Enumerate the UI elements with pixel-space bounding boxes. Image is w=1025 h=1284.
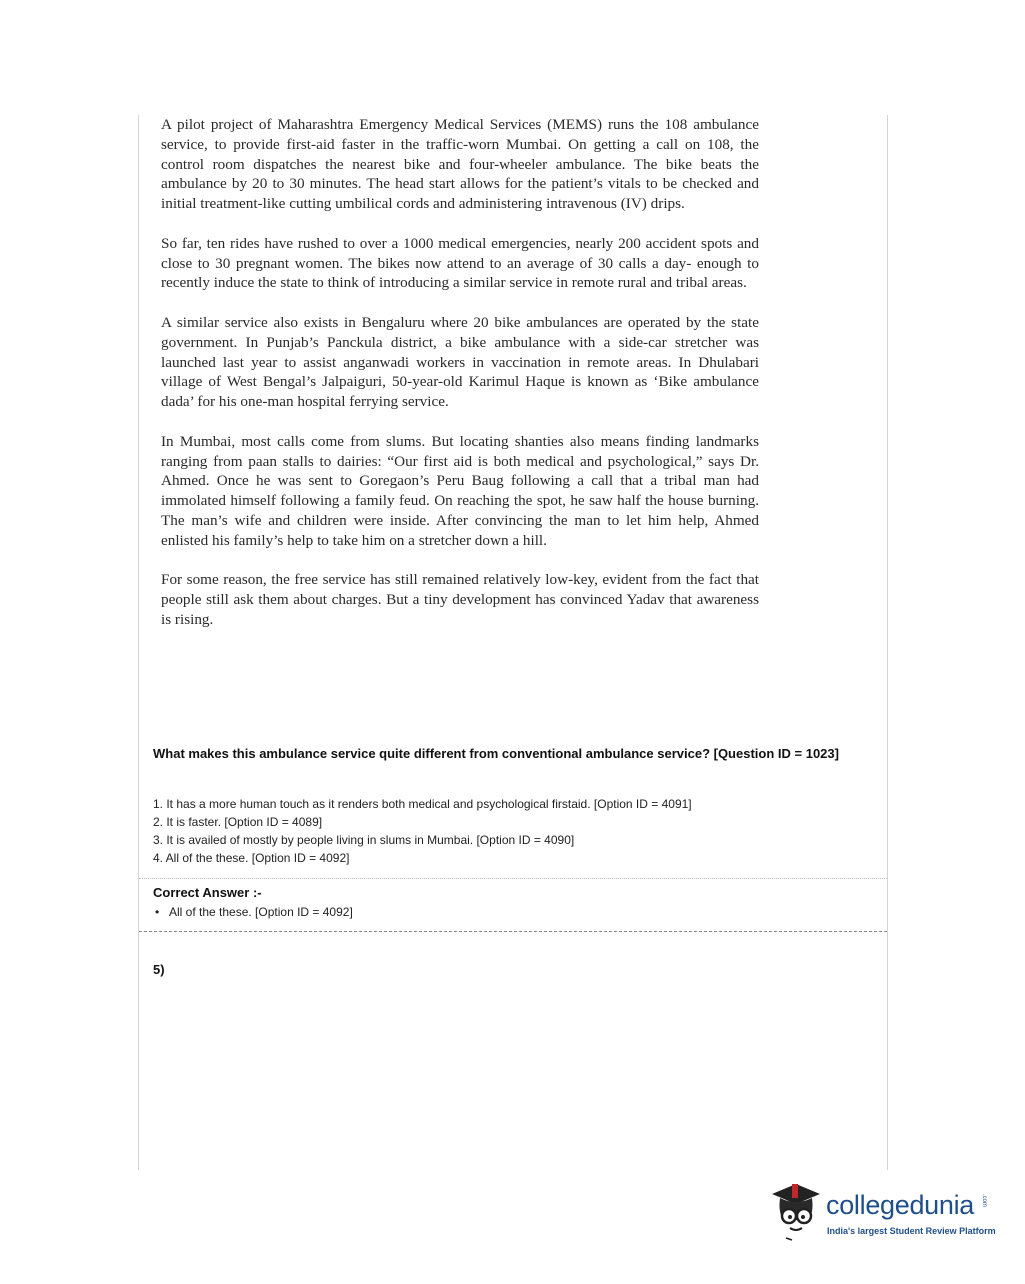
passage-paragraph-4: In Mumbai, most calls come from slums. But locating shanties also means finding landmarks ranging from paan stalls to dairies: “Our first aid is both medical and psychological,” says Dr. Ahmed. Once he was sent to Goregaon’s Peru Baug following a call that a tribal man had immolated himself following a family feud. On reaching the spot, he saw half the house burning. The man’s wife and children were inside. After convincing the man to let him help, Ahmed enlisted his family’s help to take him on a stretcher down a hill.: [161, 432, 759, 549]
dashed-divider: [139, 931, 887, 932]
option-4: 4. All of the these. [Option ID = 4092]: [153, 851, 350, 865]
correct-answer-heading: Correct Answer :-: [153, 885, 262, 900]
passage-paragraph-3: A similar service also exists in Bengaluru where 20 bike ambulances are operated by the state government. In Punjab’s Panckula district, a bike ambulance with a side-car stretcher was launched last year to assist anganwadi workers in vaccination in remote areas. In Dhulabari village of West Bengal’s Jalpaiguri, 50-year-old Karimul Haque is known as ‘Bike ambulance dada’ for his one-man hospital ferrying service.: [161, 313, 759, 411]
logo-wordmark: collegedunia: [826, 1190, 975, 1220]
correct-answer-item: [155, 905, 353, 919]
collegedunia-logo: [768, 1180, 998, 1250]
option-2: 2. It is faster. [Option ID = 4089]: [153, 815, 323, 829]
passage-paragraph-2: So far, ten rides have rushed to over a 1000 medical emergencies, nearly 200 accident spots and close to 30 pregnant women. The bikes now attend to an average of 30 calls a day- enough to recently induce the state to think of introducing a similar service in remote rural and tribal areas.: [161, 234, 759, 292]
option-3: 3. It is availed of mostly by people living in slums in Mumbai. [Option ID = 4090]: [153, 833, 575, 847]
logo-tagline: India's largest Student Review Platform: [827, 1226, 996, 1236]
option-1: 1. It has a more human touch as it renders both medical and psychological firstaid. [Option ID = 4091]: [153, 797, 692, 811]
passage-paragraph-1: A pilot project of Maharashtra Emergency Medical Services (MEMS) runs the 108 ambulance service, to provide first-aid faster in the traffic-worn Mumbai. On getting a call on 108, the control room dispatches the nearest bike and four-wheeler ambulance. The bike beats the ambulance by 20 to 30 minutes. The head start allows for the patient’s vitals to be checked and initial treatment-like cutting umbilical cords and administering intravenous (IV) drips.: [161, 116, 759, 213]
passage-paragraph-5: For some reason, the free service has still remained relatively low-key, evident from the fact that people still ask them about charges. But a tiny development has convinced Yadav that awareness is rising.: [161, 571, 759, 628]
graduate-mascot-icon: [768, 1180, 824, 1242]
page-frame-left-border: [138, 115, 139, 1170]
dotted-divider: [139, 878, 887, 879]
question-text: What makes this ambulance service quite different from conventional ambulance service? [Question ID = 1023]: [153, 746, 839, 761]
page-frame-right-border: [887, 115, 888, 1170]
reading-passage: [161, 115, 759, 650]
correct-answer-text: All of the these. [Option ID = 4092]: [169, 905, 353, 919]
next-question-number: 5): [153, 962, 165, 977]
bullet-icon: •: [155, 905, 160, 919]
logo-domain-suffix: .com: [981, 1194, 987, 1208]
options-list: [153, 795, 873, 867]
